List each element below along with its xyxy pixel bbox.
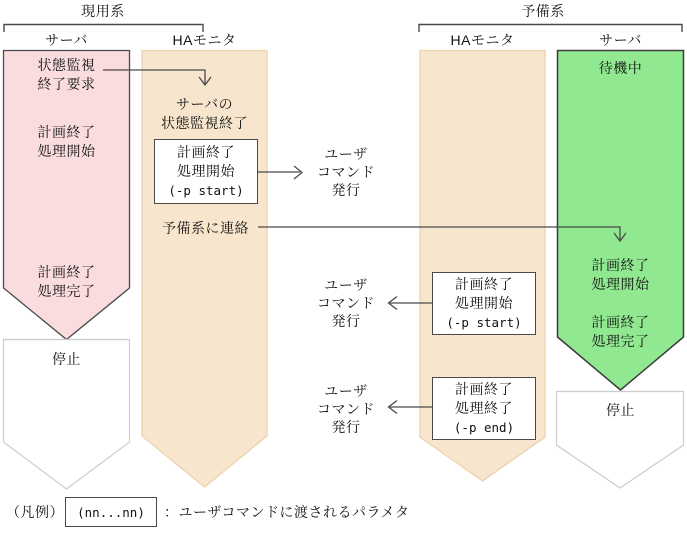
legend-sample-box bbox=[65, 497, 157, 527]
box-parameter: (-p start) bbox=[168, 183, 244, 198]
uc-line: ユーザ bbox=[324, 146, 368, 162]
step-line: 計画終了 bbox=[37, 124, 96, 140]
box-parameter: (-p end) bbox=[453, 420, 515, 435]
step-line: 処理完了 bbox=[591, 333, 650, 349]
standby-server-step-shutdown-start bbox=[557, 256, 684, 294]
user-command-issue-label-active bbox=[307, 145, 385, 199]
step-line: 状態監視 bbox=[37, 57, 96, 73]
step-line: 計画終了 bbox=[591, 257, 650, 273]
box-line: 計画終了 bbox=[455, 381, 513, 397]
lane-header-standby-monitor: HAモニタ bbox=[450, 32, 515, 48]
standby-monitor-command-box-end bbox=[432, 377, 536, 440]
active-server-stop-label: 停止 bbox=[52, 351, 81, 367]
step-line: 計画終了 bbox=[37, 264, 96, 280]
uc-line: ユーザ bbox=[324, 383, 368, 399]
uc-line: コマンド bbox=[317, 295, 375, 311]
active-server-step-shutdown-start bbox=[3, 123, 130, 161]
legend-label: （凡例） bbox=[6, 504, 64, 520]
box-line: 処理開始 bbox=[177, 163, 235, 179]
standby-server-waiting-label: 待機中 bbox=[598, 60, 643, 76]
uc-line: 発行 bbox=[331, 313, 361, 329]
note-line: サーバの bbox=[175, 96, 234, 112]
notify-standby-label: 予備系に連絡 bbox=[162, 220, 249, 236]
step-line: 計画終了 bbox=[591, 314, 650, 330]
step-line: 処理完了 bbox=[37, 283, 96, 299]
user-command-issue-label-standby-end bbox=[307, 382, 385, 436]
active-monitor-command-box-start bbox=[154, 139, 258, 204]
lane-header-active-server: サーバ bbox=[45, 32, 88, 48]
uc-line: ユーザ bbox=[324, 277, 368, 293]
lane-header-active-monitor: HAモニタ bbox=[172, 32, 237, 48]
uc-line: 発行 bbox=[331, 182, 361, 198]
box-line: 計画終了 bbox=[455, 276, 513, 292]
active-server-step-shutdown-complete bbox=[3, 263, 130, 301]
active-group-title: 現用系 bbox=[81, 3, 125, 19]
legend-description: ：ユーザコマンドに渡されるパラメタ bbox=[164, 504, 410, 520]
note-line: 状態監視終了 bbox=[161, 115, 248, 131]
box-line: 処理終了 bbox=[455, 400, 513, 416]
step-line: 処理開始 bbox=[37, 143, 96, 159]
uc-line: コマンド bbox=[317, 164, 375, 180]
uc-line: コマンド bbox=[317, 401, 375, 417]
standby-group-title: 予備系 bbox=[521, 3, 565, 19]
user-command-issue-label-standby-start bbox=[307, 276, 385, 330]
box-line: 処理開始 bbox=[455, 295, 513, 311]
standby-monitor-command-box-start bbox=[432, 272, 536, 335]
box-line: 計画終了 bbox=[177, 144, 235, 160]
legend-sample-parameter: (nn...nn) bbox=[77, 504, 145, 520]
active-monitor-note-monitoring-ended bbox=[142, 95, 267, 133]
step-line: 終了要求 bbox=[37, 76, 96, 92]
active-server-step-monitor-stop-request bbox=[3, 56, 130, 94]
standby-server-step-shutdown-complete bbox=[557, 313, 684, 351]
step-line: 処理開始 bbox=[591, 276, 650, 292]
lane-header-standby-server: サーバ bbox=[599, 32, 642, 48]
uc-line: 発行 bbox=[331, 419, 361, 435]
box-parameter: (-p start) bbox=[446, 315, 522, 330]
standby-server-stop-label: 停止 bbox=[606, 402, 635, 418]
